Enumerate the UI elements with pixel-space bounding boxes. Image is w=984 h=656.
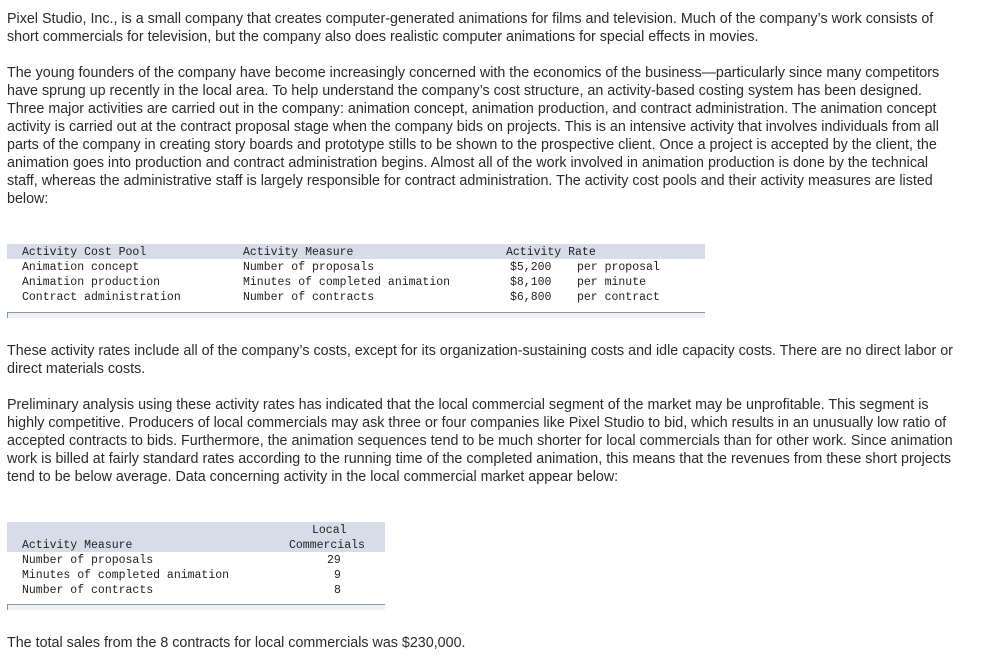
intro-paragraph: Pixel Studio, Inc., is a small company that creates computer-generated animations for films and television. Much of the company’s work consists of short commercials for television, but the company also does realistic computer animations for special effects in movies. (7, 11, 934, 45)
header-commercials: Commercials (289, 539, 365, 552)
table-row-value: 29 (327, 554, 341, 567)
header-local: Local (312, 524, 347, 537)
table-row-measure: Minutes of completed animation (243, 276, 451, 289)
table-footer-rule (7, 312, 705, 318)
costs-note-paragraph: These activity rates include all of the company’s costs, except for its organization-sustaining costs and idle capacity costs. There are no direct labor or direct materials costs. (7, 343, 953, 377)
table-row-amount: $8,100 (510, 276, 552, 289)
header-activity-cost-pool: Activity Cost Pool (22, 246, 147, 259)
header-activity-rate: Activity Rate (506, 246, 596, 259)
table-row-unit: per proposal (577, 261, 660, 274)
activity-rate-table (7, 244, 707, 324)
table-row-unit: per minute (577, 276, 647, 289)
table-row-unit: per contract (577, 291, 660, 304)
table-row-value: 8 (334, 584, 341, 597)
table-row-pool: Contract administration (22, 291, 181, 304)
table-row-measure: Number of proposals (22, 554, 154, 567)
table-footer-rule (7, 604, 385, 610)
table-row-amount: $5,200 (510, 261, 552, 274)
table-row-measure: Number of proposals (243, 261, 375, 274)
background-paragraph: The young founders of the company have become increasingly concerned with the economics of the business—particularly since many competitors have sprung up recently in the local area. To help understand the company’s cost structure, an activity-based costing system has been designed. Three major activities are carried out in the company: animation concept, animation production, and contract administration. The animation concept activity is carried out at the contract proposal stage when the company bids on projects. This is an intensive activity that involves individuals from all parts of the company in creating story boards and prototype stills to be shown to the prospective client. Once a project is accepted by the client, the animation goes into production and contract administration begins. Almost all of the work involved in animation production is done by the technical staff, whereas the administrative staff is largely responsible for contract administration. The activity cost pools and their activity measures are listed below: (7, 65, 940, 207)
table-row-amount: $6,800 (510, 291, 552, 304)
total-sales-paragraph: The total sales from the 8 contracts for local commercials was $230,000. (7, 635, 466, 651)
table-row-pool: Animation concept (22, 261, 140, 274)
header-activity-measure: Activity Measure (243, 246, 354, 259)
table-row-value: 9 (334, 569, 341, 582)
table-row-pool: Animation production (22, 276, 161, 289)
table-row-measure: Minutes of completed animation (22, 569, 230, 582)
table-row-measure: Number of contracts (22, 584, 154, 597)
table-row-measure: Number of contracts (243, 291, 375, 304)
header-activity-measure: Activity Measure (22, 539, 133, 552)
analysis-paragraph: Preliminary analysis using these activity rates has indicated that the local commercial segment of the market may be unprofitable. This segment is highly competitive. Producers of local commercials may ask three or four companies like Pixel Studio to bid, which results in an unusually low ratio of accepted contracts to bids. Furthermore, the animation sequences tend to be much shorter for local commercials than for other work. Since animation work is billed at fairly standard rates according to the running time of the completed animation, this means that the revenues from these short projects tend to be below average. Data concerning activity in the local commercial market appear below: (7, 397, 953, 485)
local-commercials-table (7, 522, 387, 614)
